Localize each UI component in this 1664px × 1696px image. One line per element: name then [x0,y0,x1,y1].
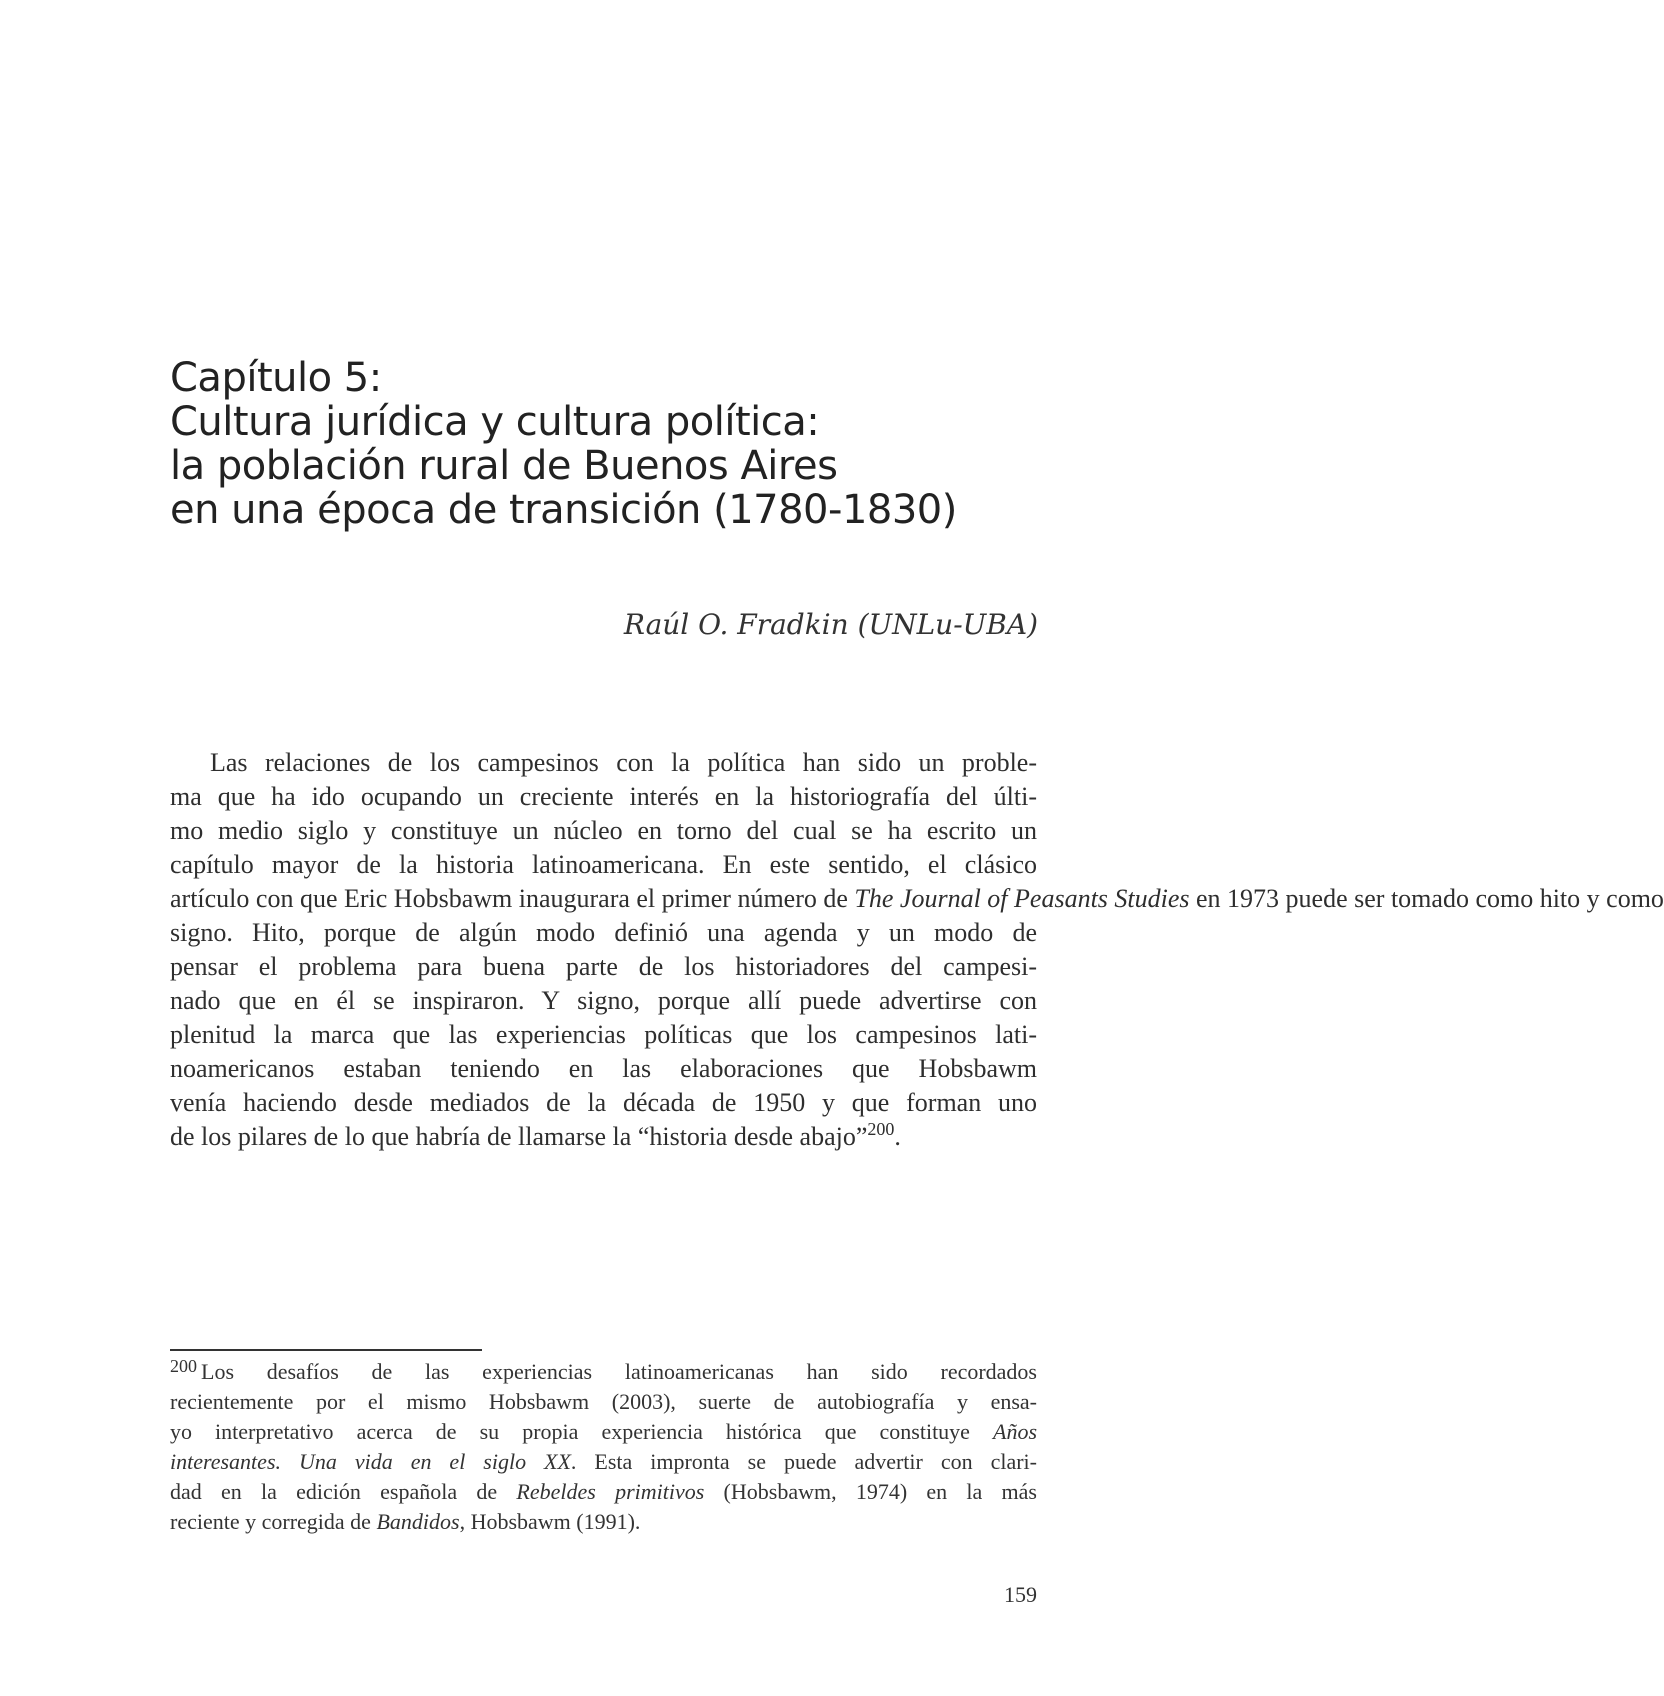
footnote-line [170,1447,1037,1477]
footnote [170,1357,1037,1537]
body-line: signo. Hito, porque de algún modo definió una agenda y un modo de [170,918,1037,947]
footnote-text-segment: yo interpretativo acerca de su propia experiencia histórica que constituye [170,1419,993,1444]
body-line [170,1120,1037,1154]
book-title: interesantes. Una vida en el siglo XX [170,1449,571,1474]
footnote-number: 200 [170,1356,197,1376]
chapter-title-line: Cultura jurídica y cultura política: [170,399,820,445]
body-line: plenitud la marca que las experiencias políticas que los campesinos lati- [170,1020,1037,1049]
footnote-line [170,1357,1037,1387]
body-line [170,882,1664,916]
body-line: mo medio siglo y constituye un núcleo en torno del cual se ha escrito un [170,816,1037,845]
footnote-line [170,1507,1037,1537]
footnote-line [170,1477,1037,1507]
body-text-segment: en 1973 puede ser tomado como hito y como [1189,884,1664,913]
body-line: ma que ha ido ocupando un creciente interés en la historiografía del últi- [170,782,1037,811]
footnote-text-segment: Los desafíos de las experiencias latinoamericanas han sido recordados [201,1359,1037,1384]
body-line: capítulo mayor de la historia latinoamericana. En este sentido, el clásico [170,850,1037,879]
body-line: pensar el problema para buena parte de los historiadores del campesi- [170,952,1037,981]
footnote-text-segment: . Esta impronta se puede advertir con clari- [570,1449,1037,1474]
body-line: venía haciendo desde mediados de la década de 1950 y que forman uno [170,1088,1037,1117]
chapter-heading [170,356,1050,532]
chapter-title-line: en una época de transición (1780-1830) [170,487,957,533]
footnote-reference[interactable]: 200 [867,1119,895,1139]
author-byline: Raúl O. Fradkin (UNLu-UBA) [623,608,1038,641]
footnote-line [170,1417,1037,1447]
chapter-title-line: la población rural de Buenos Aires [170,443,838,489]
book-title: Años [993,1419,1037,1444]
body-line: noamericanos estaban teniendo en las elaboraciones que Hobsbawm [170,1054,1037,1083]
book-title: Bandidos [376,1509,460,1534]
chapter-number: Capítulo 5: [170,355,382,401]
footnote-text-segment: dad en la edición española de [170,1479,517,1504]
footnote-line: recientemente por el mismo Hobsbawm (2003), suerte de autobiografía y ensa- [170,1389,1037,1414]
footnote-text-segment: reciente y corregida de [170,1509,377,1534]
body-line: nado que en él se inspiraron. Y signo, porque allí puede advertirse con [170,986,1037,1015]
body-text-segment: artículo con que Eric Hobsbawm inaugurara el primer número de [170,884,855,913]
book-title: Rebeldes primitivos [516,1479,705,1504]
body-line: Las relaciones de los campesinos con la política han sido un proble- [210,748,1037,777]
page-number: 159 [1004,1582,1037,1607]
body-paragraph [170,746,1664,1154]
footnote-divider [170,1349,482,1351]
footnote-text-segment: (Hobsbawm, 1974) en la más [704,1479,1037,1504]
body-text-segment: de los pilares de lo que habría de llamarse la “historia desde abajo” [170,1122,868,1151]
footnote-text-segment: , Hobsbawm (1991). [459,1509,641,1534]
journal-title: The Journal of Peasants Studies [854,884,1190,913]
body-text-segment: . [894,1122,901,1151]
